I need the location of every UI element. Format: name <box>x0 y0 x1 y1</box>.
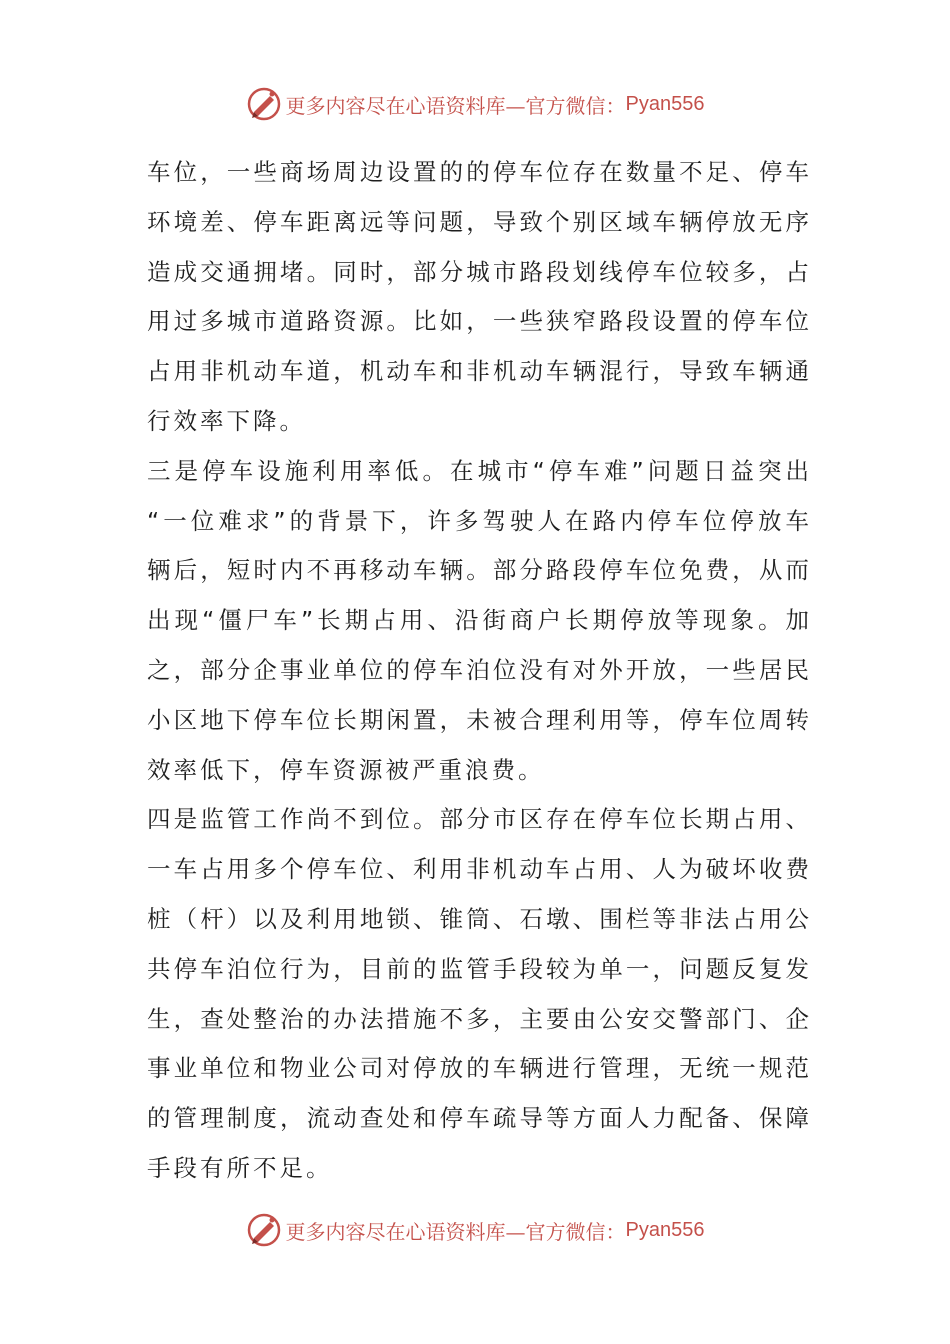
text-line: 共停车泊位行为，目前的监管手段较为单一，问题反复发 <box>147 954 809 983</box>
text-line: 小区地下停车位长期闲置，未被合理利用等，停车位周转 <box>147 705 809 734</box>
pen-logo-icon <box>246 86 282 122</box>
text-line: 桩（杆）以及利用地锁、锥筒、石墩、围栏等非法占用公 <box>147 904 809 933</box>
banner-text: 更多内容尽在心语资料库—官方微信： <box>285 1219 626 1244</box>
text-line: 三是停车设施利用率低。在城市“停车难”问题日益突出 <box>147 456 809 485</box>
document-body <box>147 148 809 1194</box>
text-line: 事业单位和物业公司对停放的车辆进行管理，无统一规范 <box>147 1054 809 1083</box>
text-line: 四是监管工作尚不到位。部分市区存在停车位长期占用、 <box>147 805 809 834</box>
text-line: 车位，一些商场周边设置的的停车位存在数量不足、停车 <box>147 158 809 186</box>
text-line: 造成交通拥堵。同时，部分城市路段划线停车位较多，占 <box>147 257 809 286</box>
text-line: 效率低下，停车资源被严重浪费。 <box>147 755 545 784</box>
footer-banner <box>0 1208 950 1252</box>
text-line: 行效率下降。 <box>147 406 306 435</box>
text-line: “一位难求”的背景下，许多驾驶人在路内停车位停放车 <box>147 506 809 535</box>
text-line: 辆后，短时内不再移动车辆。部分路段停车位免费，从而 <box>147 556 809 585</box>
text-line: 手段有所不足。 <box>147 1153 333 1182</box>
text-line: 生，查处整治的办法措施不多，主要由公安交警部门、企 <box>147 1004 809 1033</box>
wechat-id: Pyan556 <box>625 92 705 115</box>
header-banner <box>0 82 950 126</box>
text-line: 之，部分企事业单位的停车泊位没有对外开放，一些居民 <box>147 655 809 684</box>
pen-logo-icon <box>246 1212 282 1248</box>
text-line: 的管理制度，流动查处和停车疏导等方面人力配备、保障 <box>147 1104 809 1133</box>
text-line: 用过多城市道路资源。比如，一些狭窄路段设置的停车位 <box>147 307 809 336</box>
banner-text: 更多内容尽在心语资料库—官方微信： <box>285 93 626 118</box>
text-line: 一车占用多个停车位、利用非机动车占用、人为破坏收费 <box>147 855 809 884</box>
wechat-id: Pyan556 <box>625 1218 705 1241</box>
text-line: 占用非机动车道，机动车和非机动车辆混行，导致车辆通 <box>147 357 809 386</box>
text-line: 环境差、停车距离远等问题，导致个别区域车辆停放无序 <box>147 207 809 236</box>
text-line: 出现“僵尸车”长期占用、沿街商户长期停放等现象。加 <box>147 606 809 635</box>
